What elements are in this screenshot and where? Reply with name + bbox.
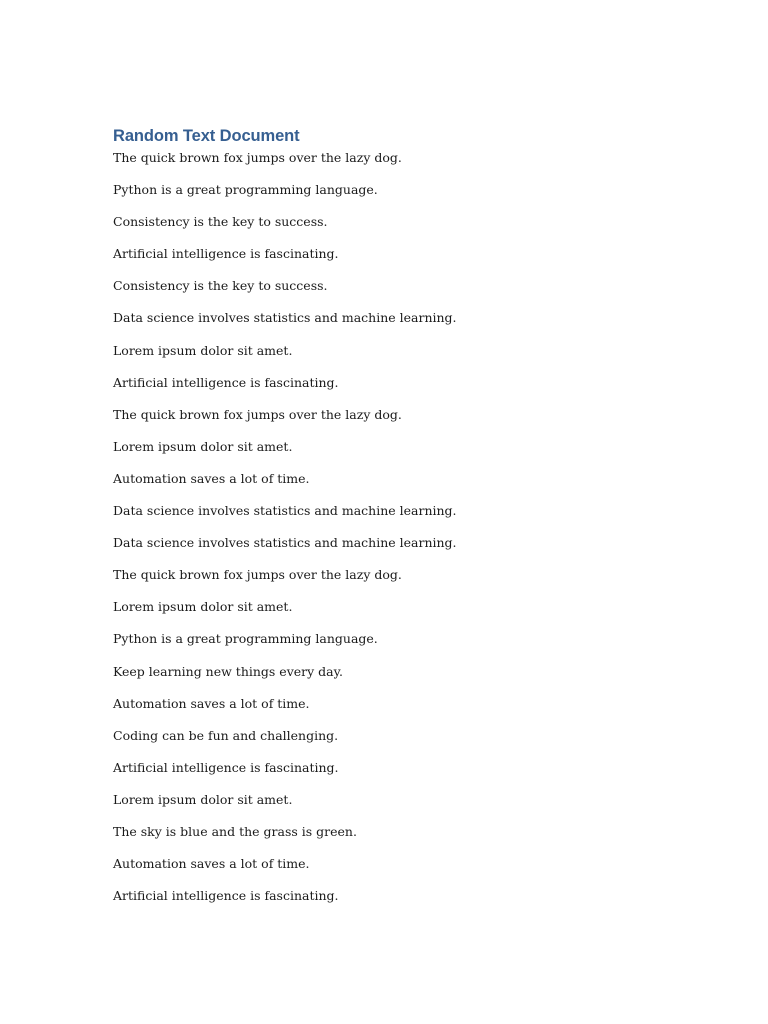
paragraph: Data science involves statistics and machine learning. (113, 310, 457, 326)
paragraph-list (113, 149, 673, 919)
paragraph: Lorem ipsum dolor sit amet. (113, 438, 293, 454)
paragraph: The sky is blue and the grass is green. (113, 823, 357, 839)
paragraph: Lorem ipsum dolor sit amet. (113, 599, 293, 615)
paragraph: Data science involves statistics and machine learning. (113, 503, 457, 519)
paragraph: Artificial intelligence is fascinating. (113, 246, 339, 262)
paragraph: Lorem ipsum dolor sit amet. (113, 791, 293, 807)
paragraph: Python is a great programming language. (113, 631, 378, 647)
paragraph: Python is a great programming language. (113, 182, 378, 198)
document-body (113, 124, 673, 919)
paragraph: Keep learning new things every day. (113, 663, 343, 679)
paragraph: Consistency is the key to success. (113, 278, 328, 294)
paragraph: Artificial intelligence is fascinating. (113, 888, 339, 904)
paragraph: Data science involves statistics and machine learning. (113, 535, 457, 551)
paragraph: Consistency is the key to success. (113, 214, 328, 230)
document-title: Random Text Document (113, 127, 300, 145)
paragraph: Coding can be fun and challenging. (113, 727, 339, 743)
paragraph: The quick brown fox jumps over the lazy dog. (113, 406, 402, 422)
paragraph: Automation saves a lot of time. (113, 470, 310, 486)
paragraph: The quick brown fox jumps over the lazy dog. (113, 567, 402, 583)
paragraph: Artificial intelligence is fascinating. (113, 759, 339, 775)
paragraph: Lorem ipsum dolor sit amet. (113, 342, 293, 358)
paragraph: The quick brown fox jumps over the lazy dog. (113, 150, 402, 165)
paragraph: Artificial intelligence is fascinating. (113, 374, 339, 390)
paragraph: Automation saves a lot of time. (113, 856, 310, 872)
paragraph: Automation saves a lot of time. (113, 695, 310, 711)
